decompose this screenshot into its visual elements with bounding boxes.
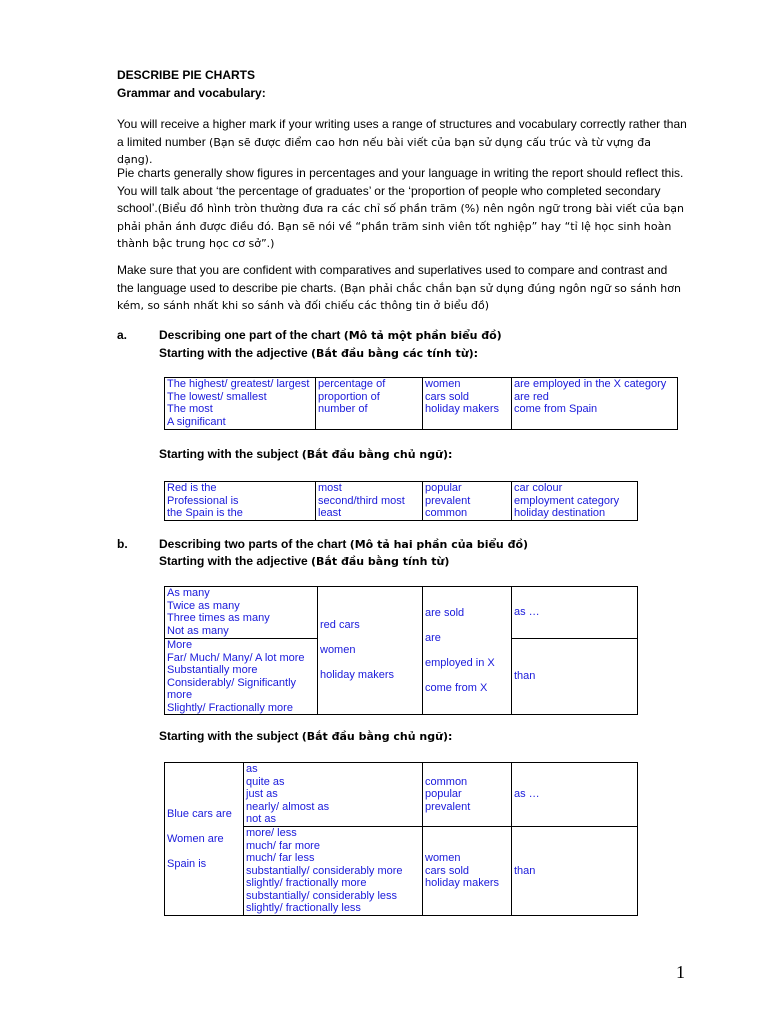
table-cell-text: number of (318, 403, 368, 415)
table-cell-text: Slightly/ Fractionally more (167, 701, 293, 714)
table-cell-text: more (167, 689, 193, 701)
table-col-quantifiers-more (165, 639, 318, 715)
table-cell-text: common (425, 775, 468, 788)
table-cell-text: As many (167, 587, 210, 599)
table-cell-text (320, 657, 420, 670)
table-cell-text: Substantially more (167, 664, 258, 676)
table-cell-text: Three times as many (167, 612, 270, 624)
table-cell-text: Red is the (167, 482, 217, 494)
table-cell-text: proportion of (318, 390, 380, 403)
table-col-subject (423, 378, 512, 430)
table-col-subject (165, 763, 244, 916)
table-col-category (512, 482, 638, 521)
table-cell-text: are sold (425, 606, 465, 619)
table-col-adjective (423, 763, 512, 827)
table-cell-text: Far/ Much/ Many/ A lot more (167, 651, 305, 664)
table-cell-text: much/ far less (246, 852, 315, 864)
table-cell-text: the Spain is the (167, 507, 243, 519)
table-col-degree-more (244, 827, 423, 916)
intro-paragraph-3 (117, 262, 687, 315)
table-col-subject (318, 587, 423, 715)
table-col-degree-equal (244, 763, 423, 827)
table-cell-text: Women are (167, 832, 224, 845)
table-cell-text: come from X (425, 681, 488, 694)
table-cell-text: women (425, 378, 461, 390)
table-cell-text: holiday destination (514, 507, 606, 519)
section-a-letter: a. (117, 328, 128, 342)
table-cell-text: as … (514, 788, 540, 801)
heading-vietnamese: (Mô tả hai phần của biểu đồ) (349, 538, 529, 551)
table-cell-text: most (318, 482, 342, 494)
table-cell-text: cars sold (425, 864, 470, 877)
table-cell-text: holiday makers (320, 669, 394, 682)
table-cell-text: much/ far more (246, 839, 320, 852)
table-cell-text: nearly/ almost as (246, 800, 330, 813)
table-cell-text: common (425, 507, 468, 519)
heading-english: Describing one part of the chart (159, 328, 344, 342)
table-cell-text: The most (167, 403, 213, 415)
table-col-quantifiers-equal (165, 587, 318, 639)
paragraph-vietnamese: (Bạn sẽ được điểm cao hơn nếu bài viết của bạn sử dụng cấu trúc và từ vựng đa dạng). (117, 135, 651, 166)
intro-paragraph-2 (117, 165, 687, 253)
section-b-subheading-adjective (159, 553, 449, 570)
table-cell-text: prevalent (425, 494, 471, 507)
page-subtitle: Grammar and vocabulary: (117, 86, 266, 100)
table-cell-text: holiday makers (425, 403, 499, 415)
table-cell-text: just as (246, 788, 278, 800)
table-cell-text: quite as (246, 775, 285, 788)
table-one-part-subject (164, 481, 638, 521)
table-cell-text: The lowest/ smallest (167, 390, 267, 403)
table-cell-text (167, 820, 241, 833)
table-cell-text: red cars (320, 619, 360, 632)
table-cell-text: more/ less (246, 827, 297, 839)
table-col-verb (423, 587, 512, 715)
table-cell-text: substantially/ considerably more (246, 864, 403, 877)
table-two-parts-adjective (164, 586, 638, 715)
table-col-measure (316, 378, 423, 430)
table-cell-text (425, 669, 509, 682)
table-cell-text: are (425, 631, 441, 644)
table-cell-text: as … (514, 606, 540, 619)
table-col-subject (165, 482, 316, 521)
table-col-quantifiers (165, 378, 316, 430)
heading-english: Starting with the adjective (159, 554, 312, 568)
table-cell-text: than (514, 864, 536, 877)
table-cell-text: cars sold (425, 390, 470, 403)
table-cell-text: substantially/ considerably less (246, 889, 398, 902)
table-cell-text (320, 632, 420, 645)
heading-english: Starting with the subject (159, 447, 302, 461)
table-cell-text: percentage of (318, 378, 386, 390)
table-col-degree (316, 482, 423, 521)
table-cell-text: holiday makers (425, 877, 499, 890)
table-col-comparator-as (512, 587, 638, 639)
table-cell-text (425, 619, 509, 632)
table-cell-text: as (246, 763, 258, 775)
table-cell-text: are red (514, 390, 549, 403)
section-b-heading (159, 536, 528, 553)
table-cell-text (167, 845, 241, 858)
table-cell-text: least (318, 507, 342, 519)
table-col-verb-phrase (512, 378, 678, 430)
table-cell-text: popular (425, 482, 462, 494)
paragraph-english: Pie charts generally show figures in percentages and your language in writing the report should reflect this. You will talk about ‘the percentage of graduates’ or the ‘proportion of people who completed secondary school’. (117, 166, 684, 215)
section-a-subheading-adjective (159, 345, 478, 362)
page-title: DESCRIBE PIE CHARTS (117, 68, 256, 82)
table-cell-text: are employed in the X category (514, 378, 667, 390)
table-cell-text: employed in X (425, 656, 495, 669)
page-number: 1 (676, 962, 685, 982)
table-cell-text: than (514, 670, 536, 683)
table-cell-text: women (320, 644, 356, 657)
paragraph-english: Make sure that you are confident with comparatives and superlatives used to compare and contrast and the language used to describe pie charts. (117, 263, 668, 295)
heading-vietnamese: (Mô tả một phần biểu đồ) (343, 329, 502, 342)
table-col-adjective (423, 482, 512, 521)
table-col-noun (423, 827, 512, 916)
table-cell-text: prevalent (425, 800, 471, 813)
table-cell-text: The highest/ greatest/ largest (167, 378, 310, 390)
table-cell-text: Professional is (167, 494, 239, 507)
table-col-comparator-than (512, 827, 638, 916)
table-cell-text: More (167, 639, 193, 651)
heading-english: Starting with the subject (159, 729, 302, 743)
table-cell-text: Twice as many (167, 599, 240, 612)
section-b-letter: b. (117, 537, 128, 551)
table-col-comparator-than (512, 639, 638, 715)
table-cell-text: Considerably/ Significantly (167, 676, 297, 689)
table-col-comparator-as (512, 763, 638, 827)
heading-vietnamese: (Bắt đầu bằng chủ ngữ): (301, 448, 453, 461)
table-cell-text: women (425, 852, 461, 865)
intro-paragraph-1 (117, 116, 687, 169)
section-b-subheading-subject (159, 728, 452, 745)
table-cell-text: car colour (514, 482, 563, 494)
table-cell-text: Spain is (167, 857, 207, 870)
table-cell-text: employment category (514, 494, 620, 507)
table-cell-text: not as (246, 813, 276, 825)
table-cell-text: A significant (167, 415, 226, 428)
heading-english: Describing two parts of the chart (159, 537, 350, 551)
table-cell-text: Not as many (167, 624, 229, 637)
table-cell-text: come from Spain (514, 403, 598, 415)
table-cell-text: popular (425, 788, 462, 801)
heading-vietnamese: (Bắt đầu bằng tính từ) (311, 555, 450, 568)
table-one-part-adjective (164, 377, 678, 430)
heading-vietnamese: (Bắt đầu bằng các tính từ): (311, 347, 479, 360)
table-cell-text: second/third most (318, 494, 405, 507)
paragraph-english: You will receive a higher mark if your writing uses a range of structures and vocabulary correctly rather than a limited number (117, 117, 687, 149)
table-cell-text: slightly/ fractionally more (246, 877, 367, 889)
table-cell-text: Blue cars are (167, 807, 232, 820)
paragraph-vietnamese: (Bạn phải chắc chắn bạn sử dụng đúng ngôn ngữ so sánh hơn kém, so sánh nhất khi so sánh và đối chiếu các thông tin ở biểu đồ) (117, 281, 681, 312)
table-cell-text: slightly/ fractionally less (246, 902, 361, 914)
section-a-heading (159, 327, 502, 344)
heading-english: Starting with the adjective (159, 346, 312, 360)
table-cell-text (425, 644, 509, 657)
section-a-subheading-subject (159, 446, 452, 463)
table-two-parts-subject (164, 762, 638, 916)
heading-vietnamese: (Bắt đầu bằng chủ ngữ): (301, 730, 453, 743)
paragraph-vietnamese: (Biểu đồ hình tròn thường đưa ra các chỉ số phần trăm (%) nên ngôn ngữ trong bài viết của bạn phải phản ánh được điều đó. Bạn sẽ nói về “phần trăm sinh viên tốt nghiệp” hay “tỉ lệ học sinh hoàn thành bậc trung học cơ sở”.) (117, 202, 684, 250)
